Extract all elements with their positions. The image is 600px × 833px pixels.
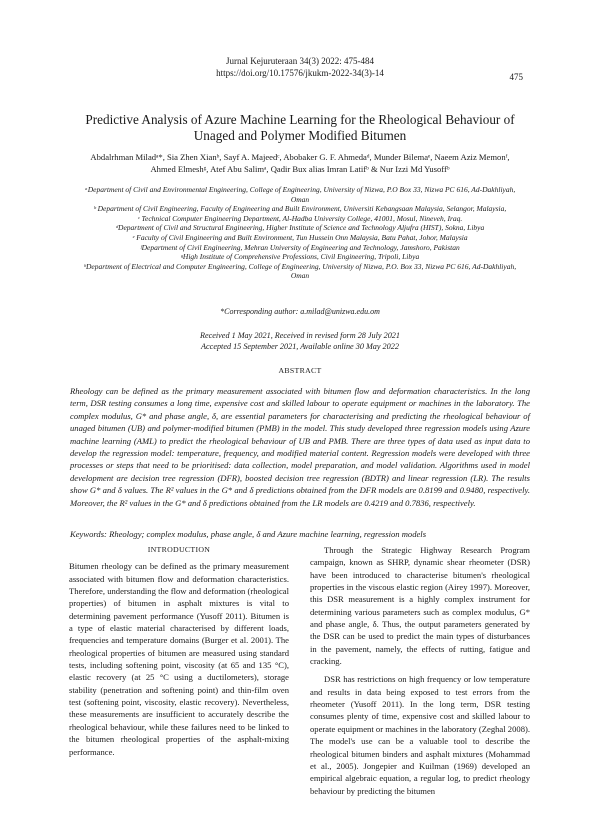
accepted-date: Accepted 15 September 2021, Available online 30 May 2022 [201, 342, 399, 351]
corresponding-author[interactable]: *Corresponding author: a.milad@unizwa.edu.om [220, 307, 380, 316]
journal-header [150, 56, 450, 79]
paper-title: Predictive Analysis of Azure Machine Learning for the Rheological Behaviour of Unaged and Polymer Modified Bitumen [85, 112, 515, 143]
right-column [310, 544, 530, 797]
paragraph: DSR has restrictions on high frequency or low temperature and results in data being exposed to test errors from the rheometer (Yusoff 2011). In the long term, DSR testing consumes plenty of time, expensive cost and skilled labour to operate equipment or machines in the laboratory (Zeghal 2008). The model's use can be a valuable tool to describe the rheological bitumen binders and asphalt mixtures (Mohammad et al., 2005). Jongepier and Kuilman (1969) developed an empirical algebraic equation, a regular log, to predict rheology behaviour by predicting the bitumen [310, 674, 530, 796]
affiliation-h: ʰDepartment of Electrical and Computer Engineering, College of Engineering, University of Nizwa, P.O. Box 33, Nizwa PC 616, Ad-Dakhliyah, Oman [83, 261, 517, 281]
affiliation-g: ᵍHigh Institute of Comprehensive Professions, Civil Engineering, Tripoli, Libya [180, 252, 420, 262]
affiliation-d: ᵈDepartment of Civil and Structural Engineering, Higher Institute of Science and Technology Aljufra (HIST), Sokna, Libya [115, 223, 485, 233]
paragraph: Bitumen rheology can be defined as the primary measurement associated with bitumen flow and deformation characteristics. Therefore, understanding the flow and deformation (rheological properties) of bitumen in asphalt mixtures is vital to determining pavement performance (Yusoff 2011). Bitumen is a type of elastic material characterised by different loads, frequencies and temperature domains (Burger et al. 2001). The rheological properties of bitumen are measured using standard tests, including softening point, viscosity (at 65 and 135 °C), elastic recovery (at 25 °C using a ductilometers), storage stability (penetration and softening point) and thin-film oven test (softening point, viscosity, elastic recovery). Nevertheless, these measurements are insufficient to accurately describe the rheological behaviour, while these failures need to be linked to the bitumen rheological properties of the asphalt-mixing performance. [69, 561, 289, 757]
affiliation-c: ᶜ Technical Computer Engineering Department, Al-Hadba University College, 41001, Mosul, Nineveh, Iraq. [137, 213, 463, 223]
affiliation-e: ᵉ Faculty of Civil Engineering and Built Environment, Tun Hussein Onn Malaysia, Batu Pahat, Johor, Malaysia [132, 232, 468, 242]
abstract-heading: ABSTRACT [278, 366, 322, 375]
affiliation-f: ᶠDepartment of Civil Engineering, Mehran University of Engineering and Technology, Jamshoro, Pakistan [140, 242, 460, 252]
journal-citation: Jurnal Kejuruteraan 34(3) 2022: 475-484 [226, 56, 374, 66]
affiliations [80, 185, 520, 281]
page-number: 475 [509, 72, 523, 82]
authors-line-2: Ahmed Elmeshᵍ, Atef Abu Salimᵃ, Qadir Bux alias Imran Latifᵇ & Nur Izzi Md Yusoffᵇ [150, 163, 450, 174]
doi-link[interactable]: https://doi.org/10.17576/jkukm-2022-34(3)-14 [216, 67, 384, 78]
affiliation-b: ᵇ Department of Civil Engineering, Faculty of Engineering and Built Environment, Universiti Kebangsaan Malaysia, Selangor, Malaysia, [93, 204, 507, 214]
author-list [76, 152, 524, 175]
introduction-heading: INTRODUCTION [147, 545, 211, 554]
submission-dates [80, 330, 520, 352]
authors-line-1: Abdalrhman Miladᵃ*, Sia Zhen Xianᵇ, Sayf A. Majeedᶜ, Abobaker G. F. Ahmedaᵈ, Munder Bilemaᵉ, Naeem Aziz Memonᶠ, [90, 152, 510, 162]
abstract-text: Rheology can be defined as the primary measurement associated with bitumen flow and deformation characteristics. In the long term, DSR testing consumes a long time, expensive cost and skilled labour to operate equipment or machines in the laboratory. The complex modulus, G* and phase angle, δ, are essential parameters for characterising and predicting the rheological behaviour of unaged bitumen (UB) and polymer-modified bitumen (PMB) in the model. This study developed three regression models using Azure machine learning (AML) to predict the rheological behaviour of UB and PMB. There are three types of data used as input data to develop the regression model: temperature, frequency, and modified material content. Regression models were developed with three processes or steps that need to be prioritised: data collection, model preparation, and model validation. Algorithms used in model development are decision tree regression (DFR), boosted decision tree regression (BDTR) and linear regression (LR). The results show G* and δ values. The R² values in the G* and δ predictions obtained from the DFR models are 0.8199 and 0.9480, respectively. Moreover, the R² values in the G* and δ predictions obtained from the LR models are 0.4219 and 0.7836, respectively. [70, 386, 530, 508]
keywords: Keywords: Rheology; complex modulus, phase angle, δ and Azure machine learning, regression models [70, 529, 427, 539]
received-date: Received 1 May 2021, Received in revised form 28 July 2021 [200, 331, 400, 340]
left-column [69, 544, 289, 758]
paragraph: Through the Strategic Highway Research Program campaign, known as SHRP, dynamic shear rheometer (DSR) have been introduced to characterise bitumen's rheological properties in the viscous elastic region (Airey 1997). Moreover, this DSR measurement is a highly complex instrument for determining various parameters such as complex modulus, G* and phase angle, δ. Thus, the output parameters generated by the DSR can be used to predict the main types of disturbances in the pavement, namely, the effects of rutting, fatigue and cracking. [310, 545, 530, 667]
affiliation-a: ᵃDepartment of Civil and Environmental Engineering, College of Engineering, University of Nizwa, P.O Box 33, Nizwa PC 616, Ad-Dakhliyah, Oman [84, 185, 516, 204]
